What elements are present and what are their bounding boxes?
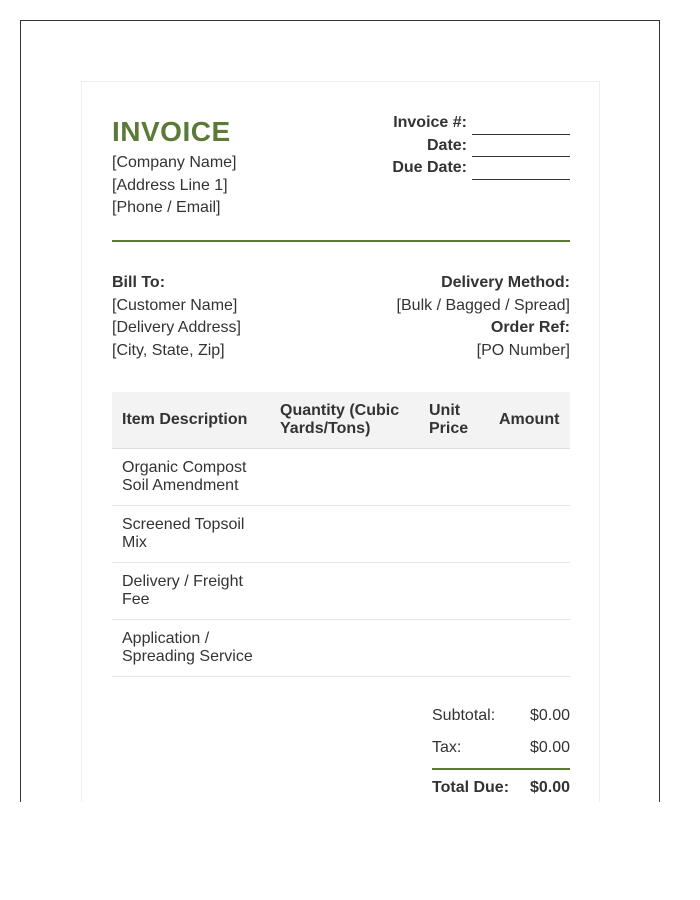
delivery-address: [Delivery Address]: [112, 319, 241, 336]
table-row: [112, 620, 570, 677]
order-ref-value: [PO Number]: [476, 341, 570, 359]
city-state-zip: [City, State, Zip]: [112, 341, 225, 359]
tax-row: [432, 739, 570, 757]
invoice-number-label: Invoice #:: [393, 114, 467, 131]
table-header-row: [112, 392, 570, 449]
totals-section: [112, 693, 570, 803]
item-amount[interactable]: [489, 563, 570, 620]
bill-to-label: Bill To:: [112, 274, 166, 291]
invoice-title: INVOICE: [112, 116, 231, 147]
tax-value: $0.00: [529, 739, 570, 756]
item-quantity[interactable]: [270, 563, 419, 620]
items-table: [112, 392, 570, 677]
address-section: [112, 242, 570, 392]
table-row: [112, 449, 570, 506]
column-header-description: Item Description: [112, 392, 270, 449]
delivery-block: [397, 272, 570, 362]
company-contact: [Phone / Email]: [112, 199, 221, 216]
invoice-meta: [392, 112, 570, 180]
item-unit-price[interactable]: [419, 620, 489, 677]
total-due-label: Total Due:: [432, 779, 510, 796]
table-row: [112, 506, 570, 563]
delivery-method-label: Delivery Method:: [441, 274, 570, 291]
date-label: Date:: [426, 136, 467, 154]
item-description: Screened Topsoil Mix: [112, 506, 270, 563]
item-description: Delivery / Freight Fee: [112, 563, 270, 620]
item-description: Organic Compost Soil Amendment: [112, 449, 270, 506]
invoice-number-row: [392, 112, 570, 135]
item-unit-price[interactable]: [419, 449, 489, 506]
subtotal-row: [432, 707, 570, 725]
date-field[interactable]: [472, 139, 570, 157]
customer-name: [Customer Name]: [112, 296, 238, 314]
bill-to-block: [112, 272, 241, 362]
subtotal-value: $0.00: [529, 707, 570, 724]
item-quantity[interactable]: [270, 620, 419, 677]
total-due-value: $0.00: [529, 779, 570, 796]
due-date-row: [392, 157, 570, 180]
invoice-number-field[interactable]: [472, 117, 570, 135]
delivery-method-value: [Bulk / Bagged / Spread]: [396, 296, 570, 314]
table-row: [112, 563, 570, 620]
item-amount[interactable]: [489, 506, 570, 563]
item-unit-price[interactable]: [419, 506, 489, 563]
column-header-amount: Amount: [489, 392, 570, 449]
invoice-header: [112, 112, 570, 242]
item-amount[interactable]: [489, 449, 570, 506]
company-name: [Company Name]: [112, 154, 237, 171]
item-amount[interactable]: [489, 620, 570, 677]
total-divider: [432, 768, 570, 770]
due-date-label: Due Date:: [392, 159, 467, 176]
item-quantity[interactable]: [270, 506, 419, 563]
due-date-field[interactable]: [472, 162, 570, 180]
item-unit-price[interactable]: [419, 563, 489, 620]
subtotal-label: Subtotal:: [432, 707, 496, 724]
column-header-unit-price: Unit Price: [419, 392, 489, 449]
company-address: [Address Line 1]: [112, 176, 228, 194]
company-block: [112, 152, 237, 220]
invoice-content: [112, 112, 570, 803]
order-ref-label: Order Ref:: [490, 319, 570, 336]
column-header-quantity: Quantity (Cubic Yards/Tons): [270, 392, 419, 449]
tax-label: Tax:: [432, 739, 462, 756]
item-quantity[interactable]: [270, 449, 419, 506]
date-row: [392, 135, 570, 158]
item-description: Application / Spreading Service: [112, 620, 270, 677]
total-due-row: [432, 779, 570, 797]
